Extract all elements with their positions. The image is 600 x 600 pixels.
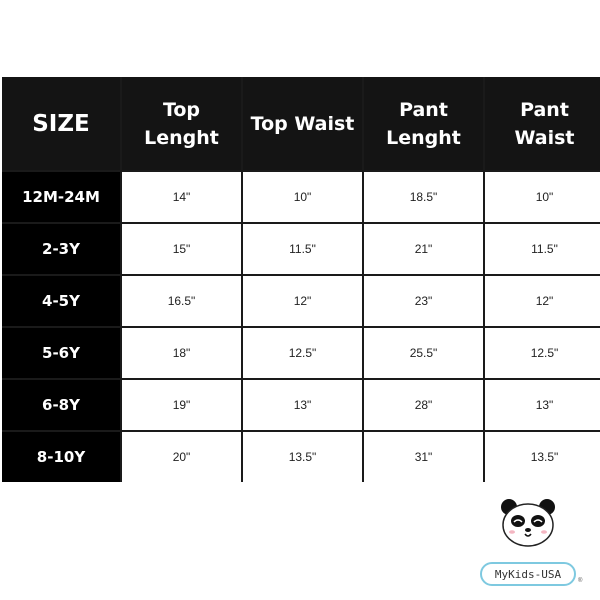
cell-top-length: 14" xyxy=(122,172,241,222)
cell-top-waist: 12" xyxy=(243,276,362,326)
row-size-label: 8-10Y xyxy=(2,432,120,482)
cell-top-length: 16.5" xyxy=(122,276,241,326)
row-size-label: 12M-24M xyxy=(2,172,120,222)
cell-pant-length: 25.5" xyxy=(364,328,483,378)
cell-pant-length: 23" xyxy=(364,276,483,326)
cell-pant-waist: 12.5" xyxy=(485,328,600,378)
header-top-waist: Top Waist xyxy=(243,77,362,170)
cell-pant-length: 18.5" xyxy=(364,172,483,222)
panda-icon xyxy=(498,498,558,548)
cell-top-waist: 10" xyxy=(243,172,362,222)
brand-logo xyxy=(478,498,594,590)
cell-pant-waist: 12" xyxy=(485,276,600,326)
cell-top-length: 20" xyxy=(122,432,241,482)
row-size-label: 4-5Y xyxy=(2,276,120,326)
header-pant-length: Pant Lenght xyxy=(364,77,483,170)
cell-top-length: 19" xyxy=(122,380,241,430)
header-top-length: Top Lenght xyxy=(122,77,241,170)
cell-top-waist: 11.5" xyxy=(243,224,362,274)
cell-top-waist: 13" xyxy=(243,380,362,430)
brand-name-badge: MyKids-USA xyxy=(480,562,576,586)
cell-pant-waist: 11.5" xyxy=(485,224,600,274)
cell-pant-waist: 13" xyxy=(485,380,600,430)
row-size-label: 2-3Y xyxy=(2,224,120,274)
header-pant-waist: Pant Waist xyxy=(485,77,600,170)
cell-top-waist: 13.5" xyxy=(243,432,362,482)
cell-pant-waist: 13.5" xyxy=(485,432,600,482)
cell-pant-length: 21" xyxy=(364,224,483,274)
cell-top-length: 15" xyxy=(122,224,241,274)
cell-pant-length: 31" xyxy=(364,432,483,482)
cell-pant-waist: 10" xyxy=(485,172,600,222)
cell-top-length: 18" xyxy=(122,328,241,378)
cell-top-waist: 12.5" xyxy=(243,328,362,378)
header-size: SIZE xyxy=(2,77,120,170)
row-size-label: 6-8Y xyxy=(2,380,120,430)
row-size-label: 5-6Y xyxy=(2,328,120,378)
size-chart-table xyxy=(2,77,600,482)
registered-mark: ® xyxy=(578,578,583,584)
cell-pant-length: 28" xyxy=(364,380,483,430)
